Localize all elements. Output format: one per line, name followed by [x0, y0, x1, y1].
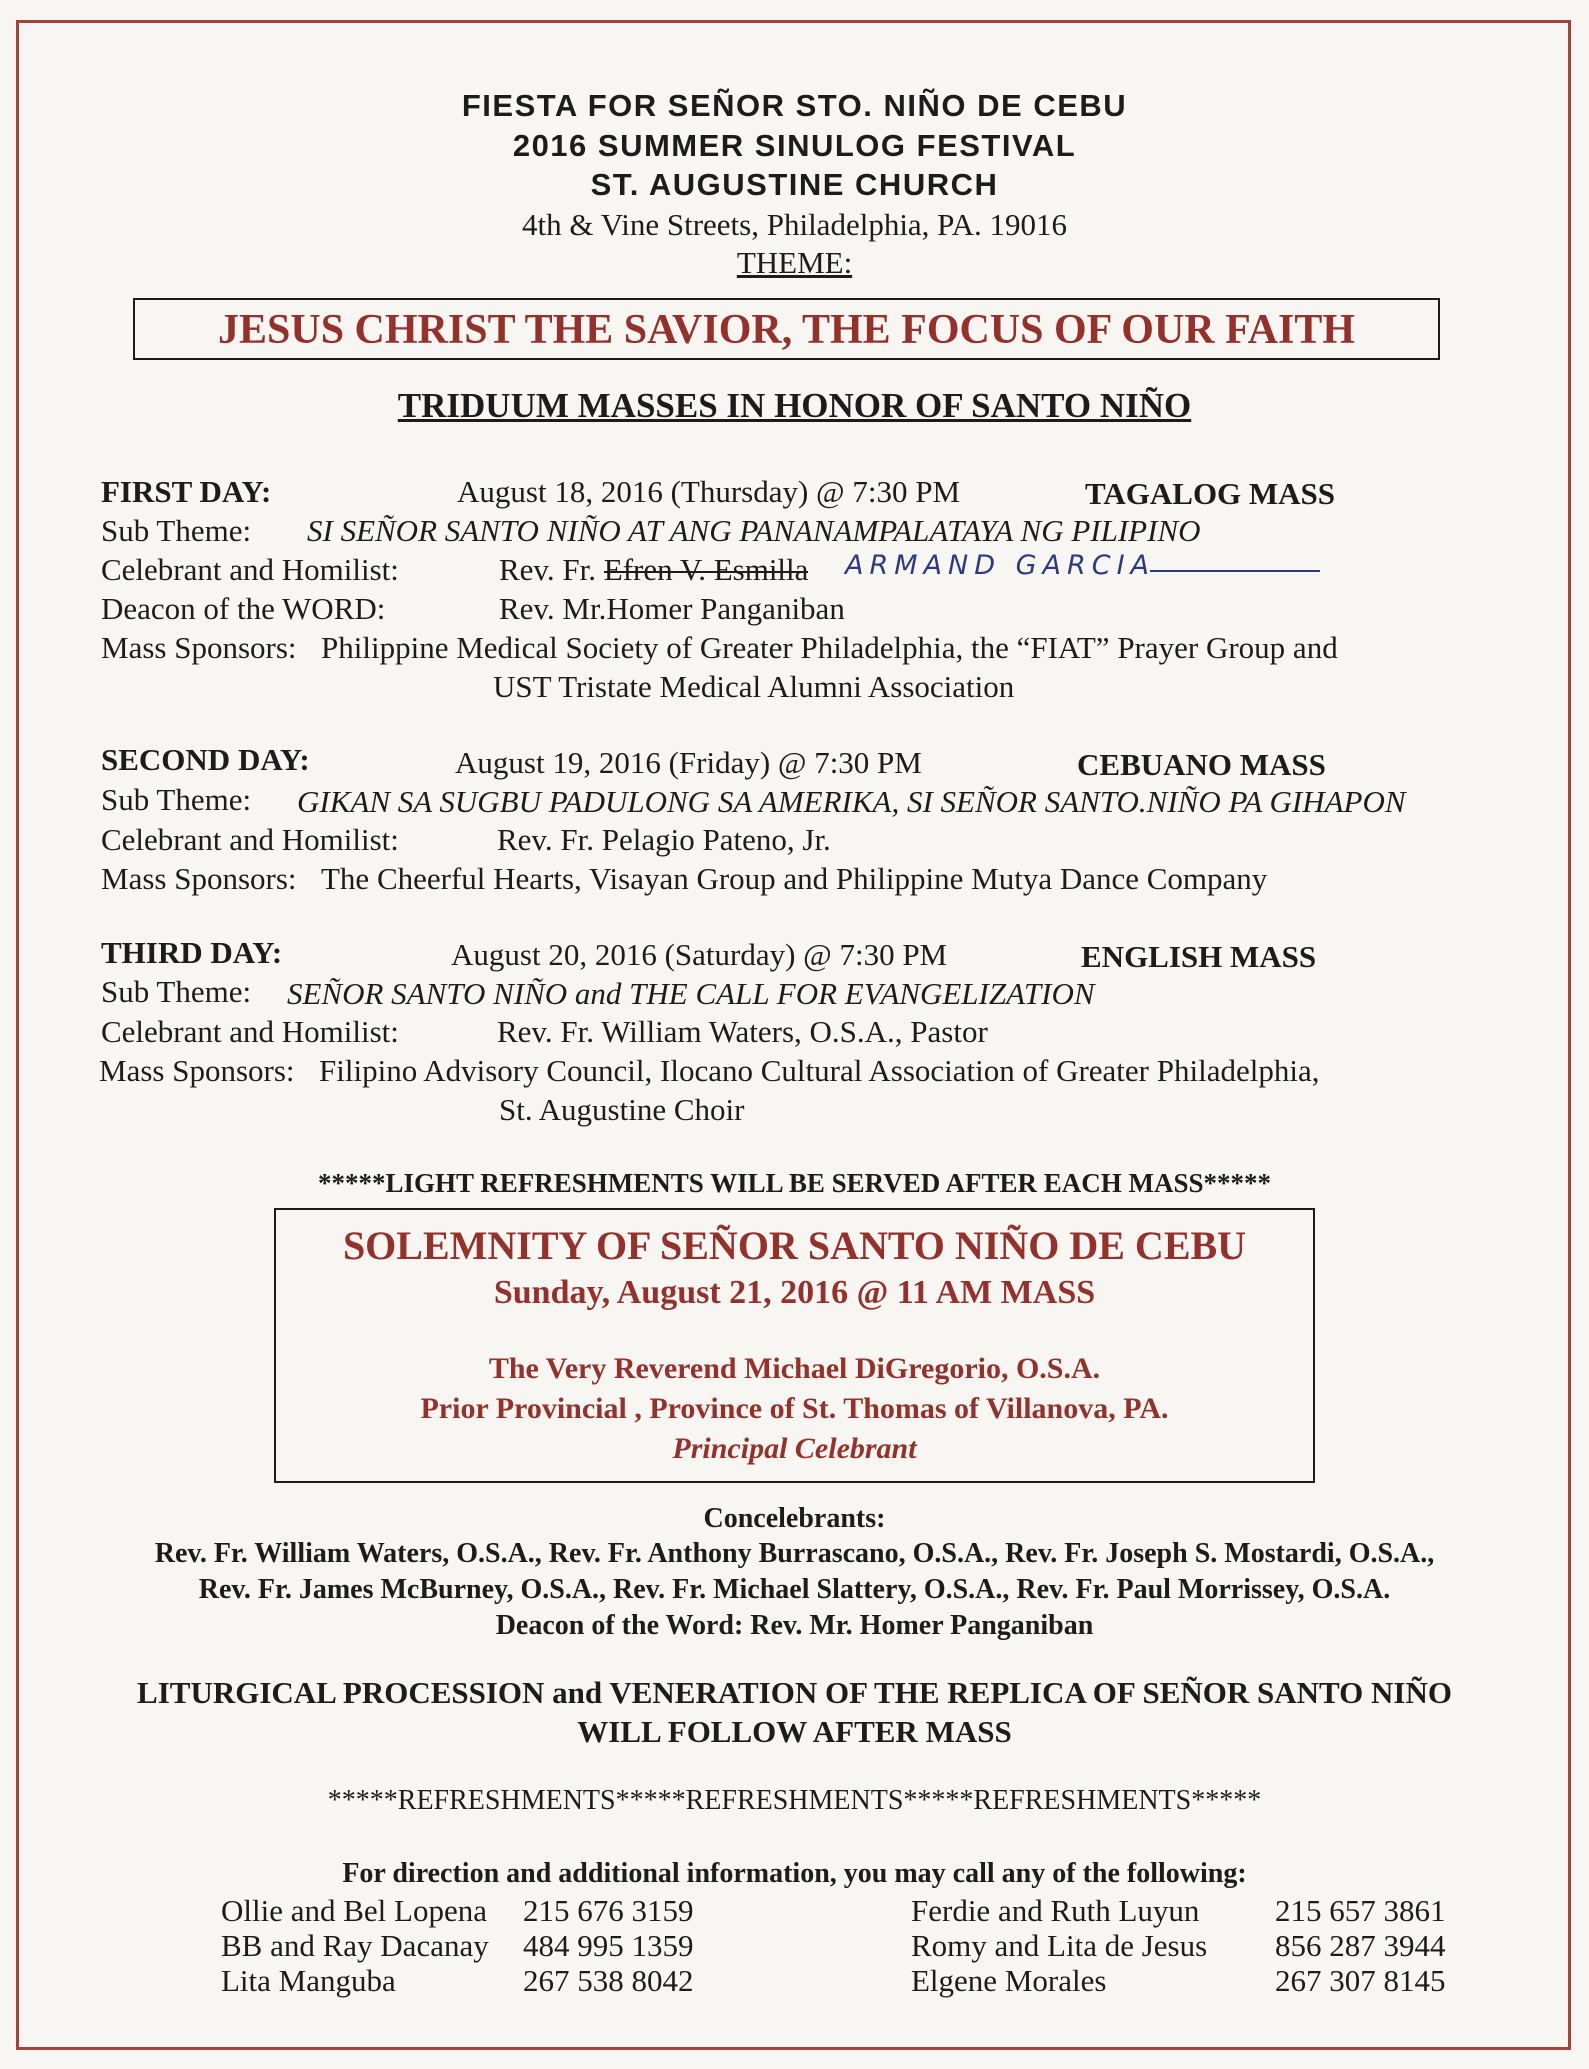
address: 4th & Vine Streets, Philadelphia, PA. 19016	[522, 207, 1067, 242]
contact-phone: 215 657 3861	[1275, 1893, 1446, 1928]
solemnity-title: SOLEMNITY OF SEÑOR SANTO NIÑO DE CEBU	[342, 1223, 1247, 1268]
refreshments-banner: *****REFRESHMENTS*****REFRESHMENTS*****REFRESHMENTS*****	[327, 1785, 1262, 1816]
second-day-subtheme-label: Sub Theme:	[101, 782, 252, 817]
contact-phone: 215 676 3159	[523, 1893, 694, 1928]
third-day-celebrant: Rev. Fr. William Waters, O.S.A., Pastor	[497, 1014, 988, 1049]
third-day-date: August 20, 2016 (Saturday) @ 7:30 PM	[451, 937, 948, 972]
third-day-sponsors-label: Mass Sponsors:	[99, 1053, 295, 1088]
concelebrants-deacon: Deacon of the Word: Rev. Mr. Homer Panganiban	[495, 1610, 1094, 1641]
first-day-sponsors-2: UST Tristate Medical Alumni Association	[493, 669, 1015, 704]
first-day-celebrant-label: Celebrant and Homilist:	[101, 552, 399, 587]
third-day-celebrant-label: Celebrant and Homilist:	[101, 1014, 399, 1049]
procession-line-1: LITURGICAL PROCESSION and VENERATION OF THE REPLICA OF SEÑOR SANTO NIÑO	[137, 1675, 1452, 1710]
contact-phone: 856 287 3944	[1275, 1928, 1446, 1963]
second-day-label: SECOND DAY:	[101, 742, 310, 777]
contact-phone: 267 538 8042	[523, 1963, 694, 1998]
header-line-2: 2016 SUMMER SINULOG FESTIVAL	[512, 128, 1077, 163]
theme-label: THEME:	[736, 245, 853, 280]
first-day-subtheme: SI SEÑOR SANTO NIÑO AT ANG PANANAMPALATAYA NG PILIPINO	[307, 513, 1201, 548]
second-day-subtheme: GIKAN SA SUGBU PADULONG SA AMERIKA, SI SEÑOR SANTO.NIÑO PA GIHAPON	[297, 784, 1406, 819]
triduum-title: TRIDUUM MASSES IN HONOR OF SANTO NIÑO	[397, 386, 1192, 425]
contact-name: BB and Ray Dacanay	[221, 1928, 489, 1963]
first-day-deacon-label: Deacon of the WORD:	[101, 591, 386, 626]
contact-name: Lita Manguba	[221, 1963, 396, 1998]
first-day-deacon: Rev. Mr.Homer Panganiban	[499, 591, 845, 626]
first-day-celebrant-prefix: Rev. Fr.	[499, 552, 597, 587]
header-line-3: ST. AUGUSTINE CHURCH	[590, 167, 999, 202]
first-day-celebrant	[499, 552, 808, 588]
concelebrants-line-2: Rev. Fr. James McBurney, O.S.A., Rev. Fr. Michael Slattery, O.S.A., Rev. Fr. Paul Morrissey, O.S.A.	[198, 1574, 1391, 1605]
second-day-celebrant-label: Celebrant and Homilist:	[101, 822, 399, 857]
first-day-label: FIRST DAY:	[101, 474, 272, 509]
third-day-label: THIRD DAY:	[101, 935, 283, 970]
third-day-mass: ENGLISH MASS	[1081, 939, 1317, 974]
second-day-celebrant: Rev. Fr. Pelagio Pateno, Jr.	[497, 822, 831, 857]
solemnity-date: Sunday, August 21, 2016 @ 11 AM MASS	[493, 1274, 1096, 1311]
solemnity-role: Principal Celebrant	[672, 1432, 917, 1465]
contact-phone: 267 307 8145	[1275, 1963, 1446, 1998]
procession-line-2: WILL FOLLOW AFTER MASS	[577, 1714, 1012, 1749]
first-day-sponsors-label: Mass Sponsors:	[101, 630, 297, 665]
first-day-sponsors-1: Philippine Medical Society of Greater Philadelphia, the “FIAT” Prayer Group and	[321, 630, 1338, 665]
contact-phone: 484 995 1359	[523, 1928, 694, 1963]
second-day-mass: CEBUANO MASS	[1077, 747, 1326, 782]
solemnity-celebrant-1: The Very Reverend Michael DiGregorio, O.S.A.	[488, 1352, 1101, 1385]
contact-name: Ollie and Bel Lopena	[221, 1893, 487, 1928]
second-day-sponsors-1: The Cheerful Hearts, Visayan Group and Philippine Mutya Dance Company	[321, 861, 1268, 896]
contact-name: Elgene Morales	[911, 1963, 1107, 1998]
concelebrants-label: Concelebrants:	[703, 1503, 886, 1534]
third-day-sponsors-1: Filipino Advisory Council, Ilocano Cultural Association of Greater Philadelphia,	[319, 1053, 1320, 1088]
contact-name: Ferdie and Ruth Luyun	[911, 1893, 1200, 1928]
header-line-1: FIESTA FOR SEÑOR STO. NIÑO DE CEBU	[461, 88, 1128, 123]
handwritten-celebrant: ARMAND GARCIA	[845, 550, 1156, 581]
first-day-date: August 18, 2016 (Thursday) @ 7:30 PM	[457, 474, 961, 509]
first-day-mass: TAGALOG MASS	[1085, 476, 1336, 511]
contact-intro: For direction and additional information, you may call any of the following:	[342, 1858, 1247, 1889]
first-day-subtheme-label: Sub Theme:	[101, 513, 252, 548]
concelebrants-line-1: Rev. Fr. William Waters, O.S.A., Rev. Fr. Anthony Burrascano, O.S.A., Rev. Fr. Joseph S. Mostardi, O.S.A.,	[154, 1538, 1435, 1569]
second-day-date: August 19, 2016 (Friday) @ 7:30 PM	[455, 745, 922, 780]
third-day-subtheme: SEÑOR SANTO NIÑO and THE CALL FOR EVANGELIZATION	[287, 976, 1095, 1011]
theme-title: JESUS CHRIST THE SAVIOR, THE FOCUS OF OUR FAITH	[217, 307, 1355, 353]
light-refreshments-note: *****LIGHT REFRESHMENTS WILL BE SERVED AFTER EACH MASS*****	[317, 1168, 1271, 1198]
first-day-celebrant-struck: Efren V. Esmilla	[603, 552, 809, 587]
contact-name: Romy and Lita de Jesus	[911, 1928, 1208, 1963]
third-day-sponsors-2: St. Augustine Choir	[499, 1092, 745, 1127]
handwritten-stroke	[1150, 570, 1320, 572]
third-day-subtheme-label: Sub Theme:	[101, 974, 252, 1009]
second-day-sponsors-label: Mass Sponsors:	[101, 861, 297, 896]
solemnity-celebrant-2: Prior Provincial , Province of St. Thomas of Villanova, PA.	[420, 1392, 1169, 1425]
